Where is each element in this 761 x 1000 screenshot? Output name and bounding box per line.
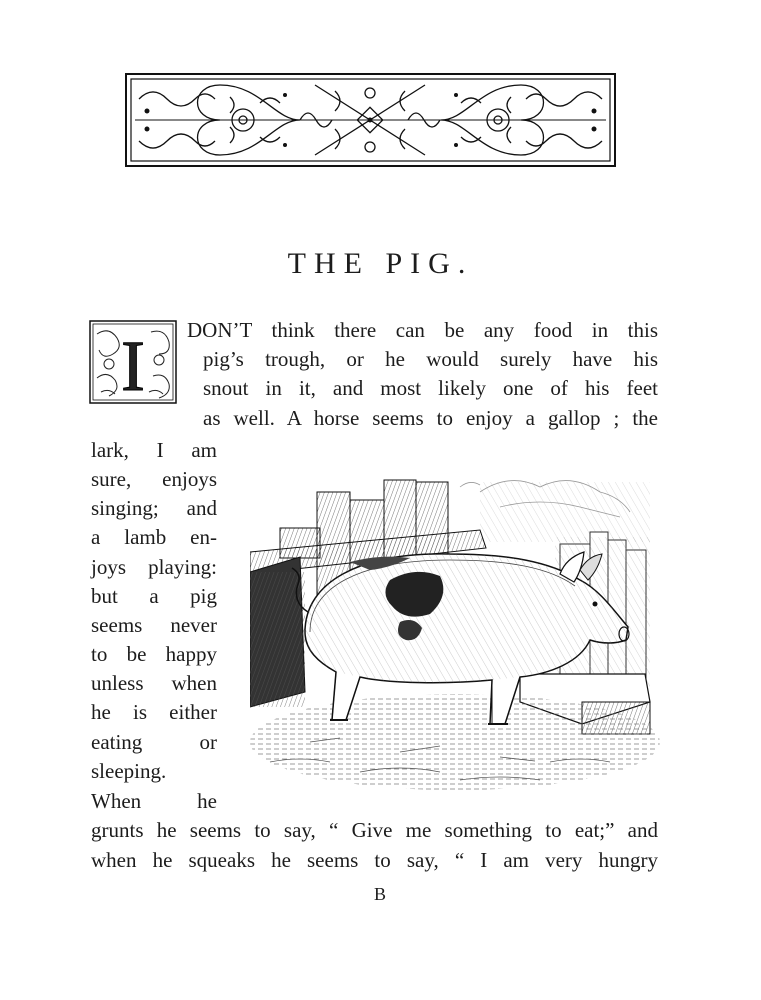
initial-letter: I: [121, 326, 145, 404]
text-line-16: sleeping.: [91, 759, 167, 783]
text-line-1: DON’T think there can be any food in this: [187, 318, 658, 342]
text-line-5: lark, I am: [91, 438, 217, 462]
ornamental-headpiece-icon: [125, 73, 616, 167]
text-line-14: he is either: [91, 700, 217, 724]
text-line-19: when he squeaks he seems to say, “ I am very hungry: [91, 848, 658, 872]
text-line-4: as well. A horse seems to enjoy a gallop ; the: [203, 406, 658, 430]
signature-mark: B: [373, 884, 387, 904]
text-line-10: but a pig: [91, 584, 217, 608]
text-line-6: sure, enjoys: [91, 467, 217, 491]
decorated-initial-icon: [89, 320, 177, 404]
text-line-12: to be happy: [91, 642, 217, 666]
text-line-8: a lamb en-: [91, 525, 217, 549]
text-line-15: eating or: [91, 730, 217, 754]
page-title: THE PIG.: [287, 247, 474, 280]
text-line-9: joys playing:: [91, 555, 217, 579]
text-line-2: pig’s trough, or he would surely have his: [203, 347, 658, 371]
text-line-11: seems never: [91, 613, 217, 637]
text-line-3: snout in it, and most likely one of his feet: [203, 376, 658, 400]
text-line-7: singing; and: [91, 496, 217, 520]
text-line-18: grunts he seems to say, “ Give me something to eat;” and: [91, 818, 658, 842]
text-line-13: unless when: [91, 671, 217, 695]
pig-engraving-icon: [250, 462, 660, 798]
text-line-17: When he: [91, 789, 217, 813]
